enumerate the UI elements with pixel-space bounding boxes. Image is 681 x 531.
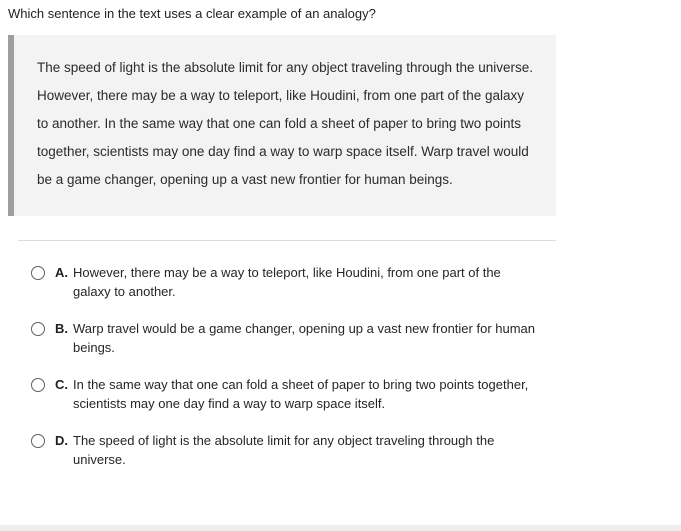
radio-option-a[interactable]: [31, 266, 45, 280]
radio-option-b[interactable]: [31, 322, 45, 336]
option-text: Warp travel would be a game changer, opening up a vast new frontier for human beings.: [73, 321, 536, 355]
radio-option-d[interactable]: [31, 434, 45, 448]
passage-text: The speed of light is the absolute limit for any object traveling through the universe. However, there may be a way to teleport, like Houdini, from one part of the galaxy to another. In the same way that one can fold a sheet of paper to bring two points together, scientists may one day find a way to warp space itself. Warp travel would be a game changer, opening up a vast new frontier for human beings.: [37, 60, 534, 187]
option-letter: D.: [55, 433, 68, 448]
list-item[interactable]: [0, 255, 681, 311]
option-letter: B.: [55, 321, 68, 336]
option-text: In the same way that one can fold a sheet of paper to bring two points together, scientists may one day find a way to warp space itself.: [73, 377, 529, 411]
bottom-strip: [0, 525, 681, 531]
option-letter: C.: [55, 377, 68, 392]
page-title: Which sentence in the text uses a clear example of an analogy?: [8, 6, 376, 21]
list-item[interactable]: [0, 367, 681, 423]
option-letter: A.: [55, 265, 68, 280]
option-text: The speed of light is the absolute limit for any object traveling through the universe.: [73, 433, 495, 467]
passage-block: [8, 35, 556, 216]
list-item[interactable]: [0, 423, 681, 479]
radio-option-c[interactable]: [31, 378, 45, 392]
option-text: However, there may be a way to teleport, like Houdini, from one part of the galaxy to another.: [73, 265, 501, 299]
answer-options-list: [0, 241, 681, 479]
list-item[interactable]: [0, 311, 681, 367]
